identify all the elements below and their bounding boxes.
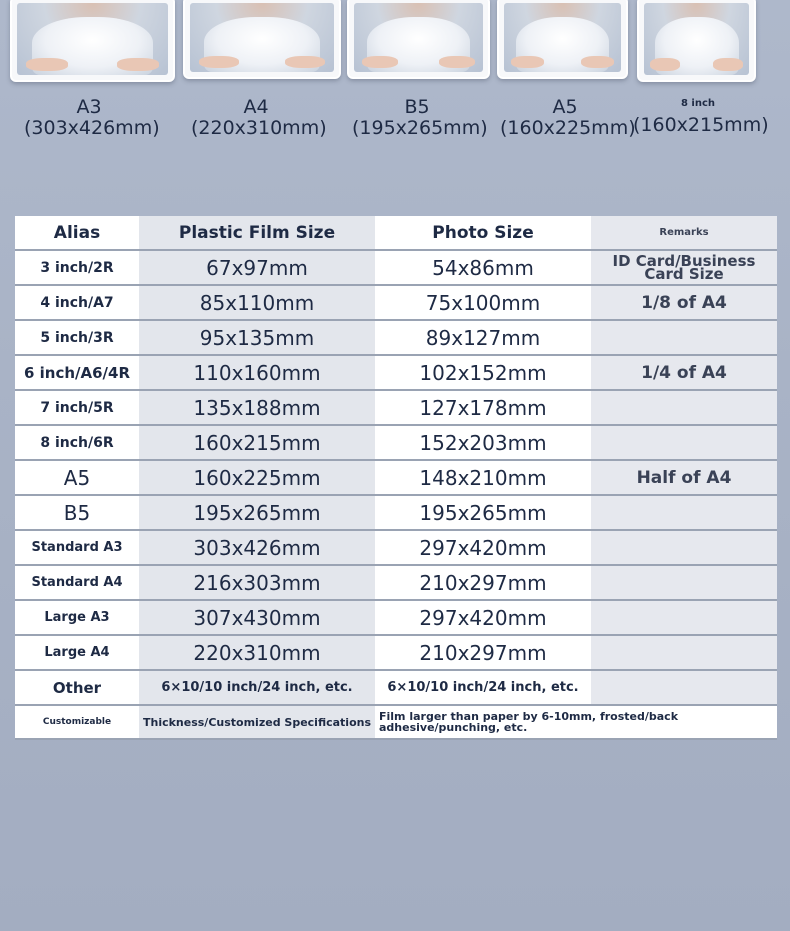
size-name: B5 bbox=[404, 96, 430, 118]
table-header-row bbox=[15, 216, 777, 250]
header-alias: Alias bbox=[15, 216, 139, 250]
cell-remarks: Half of A4 bbox=[591, 460, 777, 495]
size-caption-a4 bbox=[191, 96, 327, 139]
size-name: A5 bbox=[552, 96, 578, 118]
cell-alias: B5 bbox=[15, 495, 139, 530]
child-photo bbox=[354, 3, 483, 72]
size-caption-a5 bbox=[500, 96, 636, 139]
cell-film-size: Thickness/Customized Specifications bbox=[139, 705, 375, 739]
table-row bbox=[15, 355, 777, 390]
cell-film-size: 67x97mm bbox=[139, 250, 375, 285]
size-comparison-table bbox=[15, 216, 777, 740]
sample-photo-frames bbox=[0, 0, 790, 90]
cell-remarks bbox=[591, 530, 777, 565]
cell-photo-size: 127x178mm bbox=[375, 390, 591, 425]
cell-film-size: 195x265mm bbox=[139, 495, 375, 530]
cell-film-size: 216x303mm bbox=[139, 565, 375, 600]
cell-alias: 7 inch/5R bbox=[15, 390, 139, 425]
table-row bbox=[15, 460, 777, 495]
cell-remarks bbox=[591, 320, 777, 355]
table-row bbox=[15, 565, 777, 600]
cell-film-size: 160x225mm bbox=[139, 460, 375, 495]
cell-alias: 3 inch/2R bbox=[15, 250, 139, 285]
cell-photo-size: 148x210mm bbox=[375, 460, 591, 495]
cell-photo-size: 89x127mm bbox=[375, 320, 591, 355]
cell-photo-size: 297x420mm bbox=[375, 530, 591, 565]
cell-photo-size: 6×10/10 inch/24 inch, etc. bbox=[375, 670, 591, 705]
sample-photo-a5 bbox=[497, 0, 628, 79]
cell-photo-size: 54x86mm bbox=[375, 250, 591, 285]
cell-alias: Customizable bbox=[15, 705, 139, 739]
child-photo bbox=[17, 3, 168, 75]
table-row bbox=[15, 390, 777, 425]
table-row-custom bbox=[15, 705, 777, 739]
cell-film-size: 307x430mm bbox=[139, 600, 375, 635]
cell-photo-size: 152x203mm bbox=[375, 425, 591, 460]
child-photo bbox=[504, 3, 621, 72]
table-row bbox=[15, 530, 777, 565]
cell-film-size: 303x426mm bbox=[139, 530, 375, 565]
cell-film-size: 135x188mm bbox=[139, 390, 375, 425]
cell-alias: Other bbox=[15, 670, 139, 705]
size-caption-a3 bbox=[24, 96, 160, 139]
cell-film-size: 85x110mm bbox=[139, 285, 375, 320]
cell-remarks: 1/4 of A4 bbox=[591, 355, 777, 390]
header-photo-size: Photo Size bbox=[375, 216, 591, 250]
table-row bbox=[15, 635, 777, 670]
size-dimensions: (195x265mm) bbox=[352, 117, 488, 139]
cell-film-size: 160x215mm bbox=[139, 425, 375, 460]
table-row bbox=[15, 250, 777, 285]
cell-remarks: ID Card/Business Card Size bbox=[591, 250, 777, 285]
header-remarks: Remarks bbox=[591, 216, 777, 250]
size-dimensions: (160x225mm) bbox=[500, 117, 636, 139]
cell-photo-size: 102x152mm bbox=[375, 355, 591, 390]
table-row bbox=[15, 600, 777, 635]
cell-remarks: 1/8 of A4 bbox=[591, 285, 777, 320]
cell-alias: Large A3 bbox=[15, 600, 139, 635]
table-row bbox=[15, 285, 777, 320]
cell-film-size: 220x310mm bbox=[139, 635, 375, 670]
size-name: A4 bbox=[243, 96, 269, 118]
size-name: 8 inch bbox=[680, 98, 716, 109]
cell-photo-size: Film larger than paper by 6-10mm, frosted/back adhesive/punching, etc. bbox=[375, 705, 777, 739]
cell-photo-size: 297x420mm bbox=[375, 600, 591, 635]
cell-photo-size: 210x297mm bbox=[375, 565, 591, 600]
size-dimensions: (303x426mm) bbox=[24, 117, 160, 139]
size-caption-8inch bbox=[633, 97, 769, 136]
cell-remarks bbox=[591, 670, 777, 705]
cell-alias: A5 bbox=[15, 460, 139, 495]
size-name: A3 bbox=[76, 96, 102, 118]
sample-photo-8inch bbox=[637, 0, 756, 82]
cell-alias: 6 inch/A6/4R bbox=[15, 355, 139, 390]
cell-film-size: 6×10/10 inch/24 inch, etc. bbox=[139, 670, 375, 705]
size-dimensions: (220x310mm) bbox=[191, 117, 327, 139]
sample-photo-a4 bbox=[183, 0, 341, 79]
cell-alias: Standard A4 bbox=[15, 565, 139, 600]
cell-alias: Standard A3 bbox=[15, 530, 139, 565]
sample-photo-a3 bbox=[10, 0, 175, 82]
cell-remarks bbox=[591, 495, 777, 530]
cell-remarks bbox=[591, 425, 777, 460]
size-dimensions: (160x215mm) bbox=[633, 114, 769, 136]
child-photo bbox=[190, 3, 334, 72]
table-row bbox=[15, 495, 777, 530]
cell-alias: 4 inch/A7 bbox=[15, 285, 139, 320]
cell-photo-size: 195x265mm bbox=[375, 495, 591, 530]
child-photo bbox=[644, 3, 749, 75]
cell-remarks bbox=[591, 390, 777, 425]
cell-remarks bbox=[591, 600, 777, 635]
cell-film-size: 95x135mm bbox=[139, 320, 375, 355]
cell-photo-size: 210x297mm bbox=[375, 635, 591, 670]
cell-alias: Large A4 bbox=[15, 635, 139, 670]
sample-photo-b5 bbox=[347, 0, 490, 79]
size-caption-b5 bbox=[352, 96, 488, 139]
cell-film-size: 110x160mm bbox=[139, 355, 375, 390]
table-row bbox=[15, 670, 777, 705]
cell-alias: 8 inch/6R bbox=[15, 425, 139, 460]
cell-remarks bbox=[591, 635, 777, 670]
cell-alias: 5 inch/3R bbox=[15, 320, 139, 355]
cell-remarks bbox=[591, 565, 777, 600]
table-row bbox=[15, 425, 777, 460]
header-film-size: Plastic Film Size bbox=[139, 216, 375, 250]
cell-photo-size: 75x100mm bbox=[375, 285, 591, 320]
table-row bbox=[15, 320, 777, 355]
